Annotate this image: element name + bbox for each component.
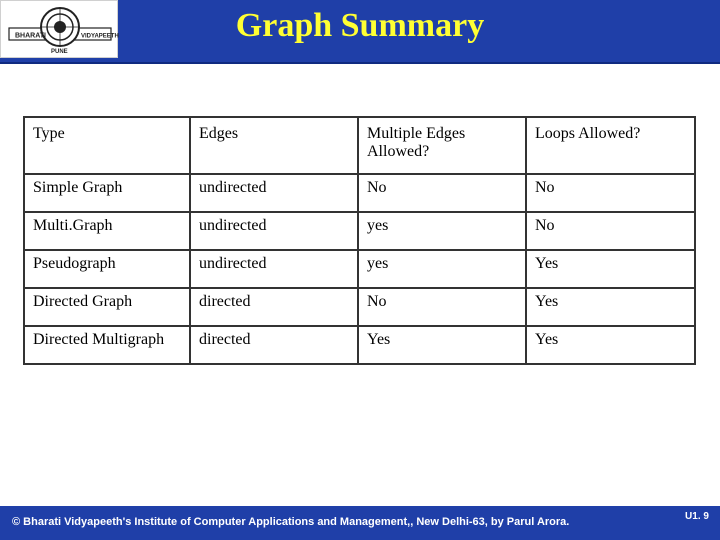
cell-multiple-edges: yes — [358, 250, 526, 288]
cell-multiple-edges: yes — [358, 212, 526, 250]
graph-summary-table — [23, 116, 696, 365]
table-row — [24, 288, 695, 326]
logo-right-text: VIDYAPEETH — [81, 33, 119, 40]
cell-type: Multi.Graph — [24, 212, 190, 250]
column-header-edges: Edges — [190, 117, 358, 174]
column-header-type: Type — [24, 117, 190, 174]
cell-loops: No — [526, 212, 695, 250]
page-number: U1. 9 — [685, 511, 709, 522]
cell-edges: undirected — [190, 250, 358, 288]
table-row — [24, 250, 695, 288]
slide-footer — [0, 506, 720, 540]
cell-loops: Yes — [526, 250, 695, 288]
footer-copyright: © Bharati Vidyapeeth's Institute of Computer Applications and Management,, New Delhi-63, by Parul Arora. — [12, 516, 570, 528]
logo-bottom-text: PUNE — [51, 49, 68, 55]
cell-type: Directed Graph — [24, 288, 190, 326]
table-row — [24, 174, 695, 212]
cell-type: Simple Graph — [24, 174, 190, 212]
table-row — [24, 326, 695, 364]
table-row — [24, 212, 695, 250]
cell-multiple-edges: Yes — [358, 326, 526, 364]
cell-type: Pseudograph — [24, 250, 190, 288]
column-header-loops: Loops Allowed? — [526, 117, 695, 174]
cell-edges: undirected — [190, 174, 358, 212]
cell-edges: directed — [190, 326, 358, 364]
cell-loops: Yes — [526, 288, 695, 326]
cell-loops: Yes — [526, 326, 695, 364]
table-header-row — [24, 117, 695, 174]
column-header-multiple-edges: Multiple Edges Allowed? — [358, 117, 526, 174]
cell-loops: No — [526, 174, 695, 212]
slide-title: Graph Summary — [235, 7, 485, 44]
cell-edges: directed — [190, 288, 358, 326]
logo-left-text: BHARATI — [15, 32, 46, 40]
slide-header — [0, 0, 720, 64]
cell-type: Directed Multigraph — [24, 326, 190, 364]
cell-multiple-edges: No — [358, 288, 526, 326]
cell-multiple-edges: No — [358, 174, 526, 212]
cell-edges: undirected — [190, 212, 358, 250]
